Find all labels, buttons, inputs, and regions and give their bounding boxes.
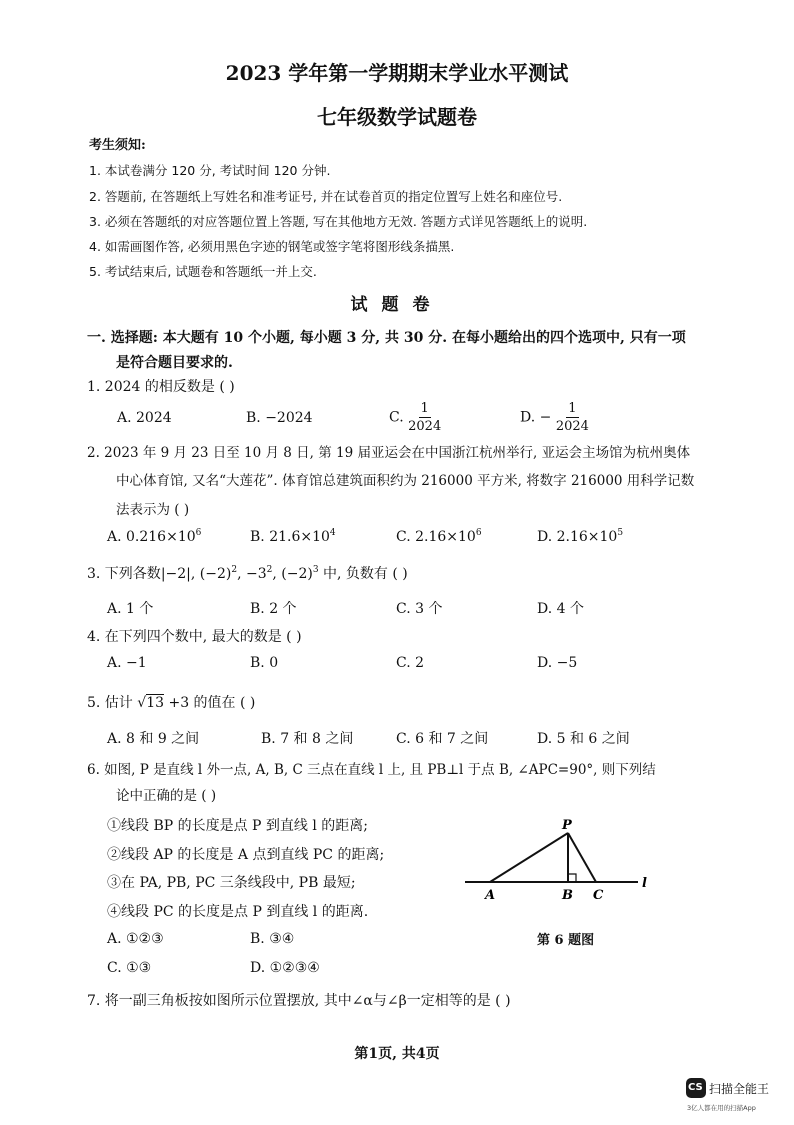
notice-item: 2. 答题前, 在答题纸上写姓名和准考证号, 并在试卷首页的指定位置写上姓名和座位号. — [89, 189, 563, 204]
q2-option-d: D. $2.16\times 10^5$ — [537, 528, 624, 545]
page-footer: 第1页, 共4页 — [354, 1046, 440, 1062]
q2-line2: 中心体育馆, 又名“大莲花”. 体育馆总建筑面积约为 216000 平方米, 将数字 216000 用科学记数 — [116, 473, 695, 489]
q2-line1: 2. 2023 年 9 月 23 日至 10 月 8 日, 第 19 届亚运会在中国浙江杭州举行, 亚运会主场馆为杭州奥体 — [87, 445, 691, 461]
label-A: A — [485, 888, 496, 903]
q1-option-b: B. −2024 — [246, 410, 313, 426]
q6-option-a: A. ①②③ — [107, 931, 164, 947]
notice-item: 3. 必须在答题纸的对应答题位置上答题, 写在其他地方无效. 答题方式详见答题纸上的说明. — [89, 214, 588, 229]
scanner-name: 扫描全能王 — [709, 1082, 770, 1096]
q7-stem: 7. 将一副三角板按如图所示位置摆放, 其中∠α与∠β一定相等的是 ( ) — [87, 993, 511, 1009]
sqrt-symbol: √13 — [137, 695, 165, 711]
q1-option-c-fraction — [408, 400, 441, 435]
q1-option-d — [520, 400, 589, 435]
q6-figure-caption: 第 6 题图 — [537, 933, 595, 948]
section-heading: 一. 选择题: 本大题有 10 个小题, 每小题 3 分, 共 30 分. 在每小题给出的四个选项中, 只有一项 — [87, 330, 686, 346]
section-heading-cont: 是符合题目要求的. — [116, 355, 233, 371]
q6-line2: 论中正确的是 ( ) — [116, 788, 217, 804]
q6-figure — [460, 815, 660, 915]
q6-statement-1: ①线段 BP 的长度是点 P 到直线 l 的距离; — [107, 818, 369, 834]
label-C: C — [593, 888, 604, 903]
q4-option-d: D. −5 — [537, 655, 578, 671]
numerator: 1 — [568, 401, 577, 416]
right-angle-mark — [568, 874, 576, 882]
q3-stem: 3. 下列各数|−2|, $(-2)^2$, $-3^2$, $(-2)^3$ 中, 负数有 ( ) — [87, 565, 408, 582]
label-P: P — [562, 818, 572, 833]
q5-option-b: B. 7 和 8 之间 — [261, 731, 354, 747]
q4-option-b: B. 0 — [250, 655, 279, 671]
notice-item: 1. 本试卷满分 120 分, 考试时间 120 分钟. — [89, 163, 331, 178]
q4-option-a: A. −1 — [107, 655, 147, 671]
section-title: 试题卷 — [350, 295, 444, 315]
denominator: 2024 — [408, 419, 442, 434]
numerator: 1 — [420, 401, 429, 416]
q6-option-b: B. ③④ — [250, 931, 295, 947]
notice-item: 5. 考试结束后, 试题卷和答题纸一并上交. — [89, 264, 317, 279]
q6-option-d: D. ①②③④ — [250, 960, 320, 976]
segment-PA — [490, 833, 568, 882]
q2-option-a: A. $0.216\times 10^6$ — [107, 528, 202, 545]
q5-option-c: C. 6 和 7 之间 — [396, 731, 489, 747]
denominator: 2024 — [555, 419, 589, 434]
exam-subtitle: 七年级数学试题卷 — [317, 105, 477, 129]
scanner-tagline: 3亿人都在用的扫描App — [687, 1104, 756, 1112]
q4-option-c: C. 2 — [396, 655, 425, 671]
q6-statement-2: ②线段 AP 的长度是 A 点到直线 PC 的距离; — [107, 847, 385, 863]
q1-option-c — [389, 400, 441, 435]
q6-statement-4: ④线段 PC 的长度是点 P 到直线 l 的距离. — [107, 904, 369, 920]
q3-option-c: C. 3 个 — [396, 601, 443, 617]
q2-option-c: C. $2.16\times 10^6$ — [396, 528, 482, 545]
q1-option-a: A. 2024 — [117, 410, 172, 426]
scanner-logo: CS — [686, 1078, 706, 1098]
notice-item: 4. 如需画图作答, 必须用黑色字迹的钢笔或签字笔将图形线条描黑. — [89, 239, 455, 254]
label-l: l — [642, 876, 647, 891]
notice-heading: 考生须知: — [89, 138, 146, 153]
q1-stem: 1. 2024 的相反数是 ( ) — [87, 379, 235, 395]
segment-PC — [568, 833, 596, 882]
exam-title: 2023 学年第一学期期末学业水平测试 — [225, 61, 569, 85]
abs-value: |−2| — [160, 566, 191, 582]
label-B: B — [562, 888, 573, 903]
q6-line1: 6. 如图, P 是直线 l 外一点, A, B, C 三点在直线 l 上, 且 PB⊥l 于点 B, ∠APC=90°, 则下列结 — [87, 762, 656, 778]
q3-option-d: D. 4 个 — [537, 601, 584, 617]
q1-option-c-label: C. — [389, 409, 404, 426]
q1-option-d-fraction — [556, 400, 589, 435]
q5-option-a: A. 8 和 9 之间 — [107, 731, 200, 747]
q2-option-b: B. $21.6\times 10^4$ — [250, 528, 336, 545]
q3-option-a: A. 1 个 — [107, 601, 154, 617]
q1-option-d-label: D. − — [520, 409, 552, 426]
q6-option-c: C. ①③ — [107, 960, 152, 976]
q2-line3: 法表示为 ( ) — [116, 502, 190, 518]
q5-option-d: D. 5 和 6 之间 — [537, 731, 630, 747]
q6-statement-3: ③在 PA, PB, PC 三条线段中, PB 最短; — [107, 875, 356, 891]
q4-stem: 4. 在下列四个数中, 最大的数是 ( ) — [87, 629, 302, 645]
q5-stem: 5. 估计 √13 +3 的值在 ( ) — [87, 695, 256, 711]
q3-option-b: B. 2 个 — [250, 601, 297, 617]
